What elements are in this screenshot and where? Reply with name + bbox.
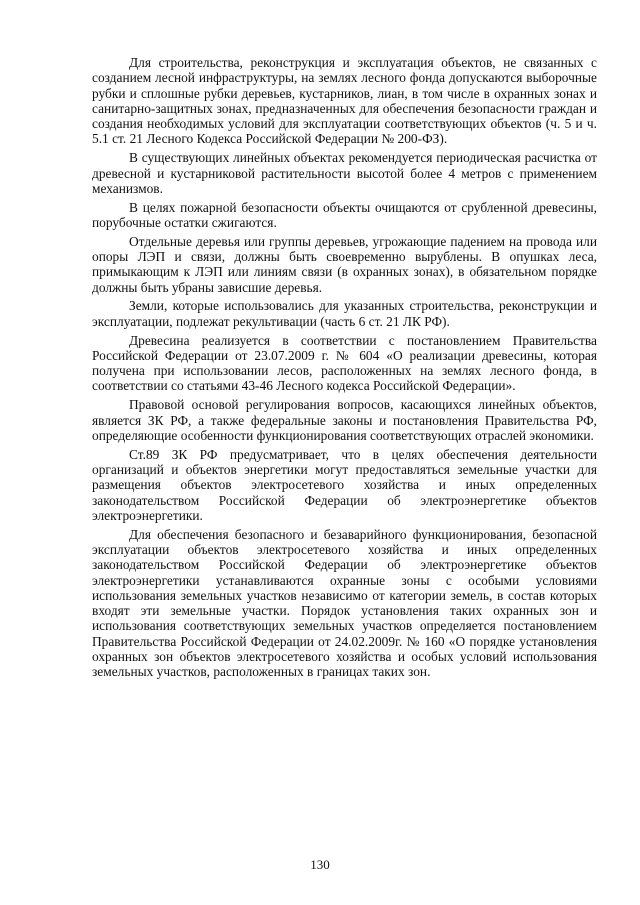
body-text [92, 55, 597, 683]
paragraph-rekultivatsiya: Земли, которые использовались для указанных строительства, реконструкции и эксплуатации, подлежат рекультивации (часть 6 ст. 21 ЛК РФ). [92, 298, 597, 329]
paragraph-pozharnaya-bezopasnost: В целях пожарной безопасности объекты очищаются от срубленной древесины, порубочные остатки сжигаются. [92, 199, 597, 230]
paragraph-st89: Ст.89 ЗК РФ предусматривает, что в целях обеспечения деятельности организаций и объектов энергетики могут предоставляться земельные участки для размещения объектов электросетевого хозяйства и иных определенных законодательством Российской Федерации об электроэнергетике объектов электроэнергетики. [92, 446, 597, 523]
paragraph-pravovaya-osnova: Правовой основой регулирования вопросов, касающихся линейных объектов, является ЗК РФ, а также федеральные законы и постановления Правительства РФ, определяющие особенности функционирования соответствующих отраслей экономики. [92, 397, 597, 443]
page-number: 130 [310, 857, 330, 872]
paragraph-rubki: Для строительства, реконструкция и эксплуатация объектов, не связанных с созданием лесной инфраструктуры, на землях лесного фонда допускаются выборочные рубки и сплошные рубки деревьев, кустарников, лиан, в том числе в охранных зонах и санитарно-защитных зонах, предназначенных для обеспечения безопасности граждан и создания необходимых условий для эксплуатации соответствующих объектов (ч. 5 и ч. 5.1 ст. 21 Лесного Кодекса Российской Федерации № 200-ФЗ). [92, 55, 597, 147]
paragraph-otdelnye-derevya: Отдельные деревья или группы деревьев, угрожающие падением на провода или опоры ЛЭП и связи, должны быть своевременно вырублены. В опушках леса, примыкающим к ЛЭП или линиям связи (в охранных зонах), в обязательном порядке должны быть убраны зависшие деревья. [92, 233, 597, 295]
paragraph-drevesina: Древесина реализуется в соответствии с постановлением Правительства Российской Федерации от 23.07.2009 г. № 604 «О реализации древесины, которая получена при использовании лесов, расположенных на землях лесного фонда, в соответствии со статьями 43-46 Лесного кодекса Российской Федерации». [92, 332, 597, 394]
paragraph-raschistka: В существующих линейных объектах рекомендуется периодическая расчистка от древесной и кустарниковой растительности высотой более 4 метров с применением механизмов. [92, 150, 597, 196]
paragraph-okhrannye-zony: Для обеспечения безопасного и безаварийного функционирования, безопасной эксплуатации объектов электросетевого хозяйства и иных определенных законодательством Российской Федерации об электроэнергетике объектов электроэнергетики устанавливаются охранные зоны с особыми условиями использования земельных участков независимо от категории земель, в состав которых входят эти земельные участки. Порядок установления таких охранных зон и использования соответствующих земельных участков определяется постановлением Правительства Российской Федерации от 24.02.2009г. № 160 «О порядке установления охранных зон объектов электросетевого хозяйства и особых условий использования земельных участков, расположенных в границах таких зон. [92, 526, 597, 680]
